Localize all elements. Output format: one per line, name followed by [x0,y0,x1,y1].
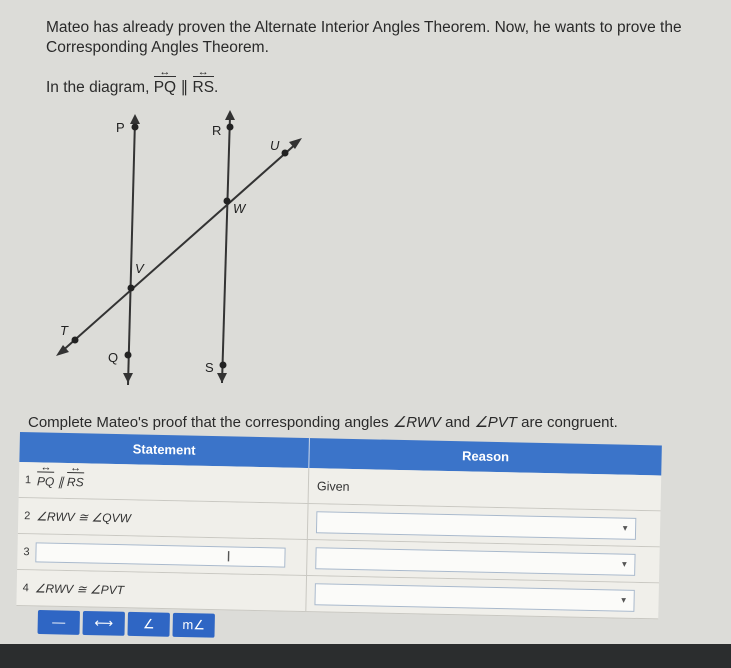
bottom-bar [0,644,731,668]
line-rs-drawing [222,116,230,383]
statement-text [37,471,84,489]
line-pq: PQ ↔ [154,76,176,97]
intro-line-1: Mateo has already proven the Alternate Interior Angles Theorem. Now, he wants to prove the [46,19,682,36]
point-t [72,337,79,344]
text-cursor-icon: I [226,547,231,565]
arrow-r-up [225,110,235,120]
line-button[interactable]: ⟷ [82,611,124,636]
label-p: P [116,120,125,135]
arrow-p-up [130,114,140,124]
label-w: W [233,201,246,216]
parallel-symbol: ∥ [180,79,189,96]
intro-line-2: Corresponding Angles Theorem. [46,39,269,56]
point-v [128,285,135,292]
angle-button[interactable]: ∠ [127,612,169,637]
line-rs: RS ↔ [67,472,84,489]
instruction-conj: and [445,414,471,431]
instruction-angle-1: ∠RWV [392,414,441,431]
chevron-down-icon: ▼ [619,595,628,605]
problem-intro [46,18,716,58]
given-period: . [214,79,219,96]
line-rs: RS ↔ [193,76,215,97]
instruction-prefix: Complete Mateo's proof that the corresponding angles [28,414,389,431]
row-number: 4 [22,581,29,594]
label-q: Q [108,350,119,365]
transversal-tu [60,142,298,353]
row-number: 1 [24,473,32,486]
reason-header: Reason [461,448,510,465]
geometry-diagram [40,100,320,390]
reason-dropdown[interactable] [316,511,636,540]
chevron-down-icon: ▼ [621,523,630,533]
symbol-toolbar [37,610,215,640]
label-t: T [60,323,68,338]
instruction-angle-2: ∠PVT [474,414,517,431]
given-statement [46,76,218,97]
statement-input[interactable] [35,542,285,567]
line-pq: PQ ↔ [37,471,55,488]
statement-text: ∠RWV ≅ ∠PVT [34,580,125,597]
point-p [132,124,139,131]
row-number: 2 [24,509,31,522]
chevron-down-icon: ▼ [620,559,629,569]
label-v: V [135,261,144,276]
instruction-text [28,413,618,431]
reason-dropdown[interactable] [314,583,634,612]
label-r: R [212,123,222,138]
arrow-s-down [217,373,227,383]
statement-header: Statement [19,432,310,468]
reason-text: Given [316,478,350,494]
point-r [227,124,234,131]
angle-measure-button[interactable]: m∠ [172,613,214,638]
point-s [220,362,227,369]
row-number: 3 [23,545,30,558]
segment-button[interactable]: — [37,610,79,635]
point-w [224,198,231,205]
proof-table [16,432,662,619]
line-pq-drawing [128,120,135,385]
point-u [282,150,289,157]
parallel-symbol: ∥ [57,474,64,489]
label-u: U [270,138,280,153]
instruction-suffix: are congruent. [521,414,618,431]
point-q [125,352,132,359]
given-prefix: In the diagram, [46,79,150,96]
label-s: S [205,360,214,375]
statement-text: ∠RWV ≅ ∠QVW [36,508,132,525]
reason-dropdown[interactable] [315,547,635,576]
arrow-q-down [123,373,133,383]
